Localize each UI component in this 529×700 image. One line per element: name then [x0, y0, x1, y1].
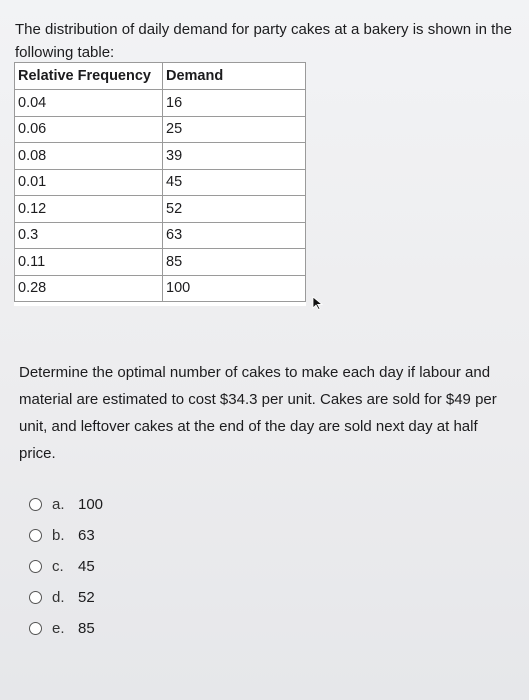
- mouse-pointer-icon: [312, 296, 324, 310]
- table-header-row: [15, 63, 306, 90]
- table-row: [15, 249, 306, 276]
- cell-relative-frequency: 0.04: [15, 90, 163, 117]
- cell-relative-frequency: 0.3: [15, 222, 163, 249]
- option-d[interactable]: [29, 582, 103, 613]
- radio-circle-icon[interactable]: [29, 529, 42, 542]
- option-value[interactable]: 52: [78, 589, 95, 606]
- header-relative-frequency: Relative Frequency: [15, 63, 163, 90]
- cell-demand: 52: [163, 196, 306, 223]
- cell-relative-frequency: 0.01: [15, 169, 163, 196]
- table-row: [15, 90, 306, 117]
- option-value[interactable]: 85: [78, 620, 95, 637]
- cell-relative-frequency: 0.08: [15, 143, 163, 170]
- cell-relative-frequency: 0.11: [15, 249, 163, 276]
- option-value[interactable]: 100: [78, 496, 104, 513]
- cell-demand: 63: [163, 222, 306, 249]
- cell-relative-frequency: 0.06: [15, 116, 163, 143]
- demand-table: [14, 62, 306, 302]
- option-letter: a.: [52, 496, 65, 513]
- option-value[interactable]: 45: [78, 558, 95, 575]
- option-letter: b.: [52, 527, 65, 544]
- table-row: [15, 222, 306, 249]
- option-value[interactable]: 63: [78, 527, 95, 544]
- radio-circle-icon[interactable]: [29, 560, 42, 573]
- table-row: [15, 196, 306, 223]
- header-demand: Demand: [163, 63, 306, 90]
- table-row: [15, 275, 306, 302]
- cell-demand: 45: [163, 169, 306, 196]
- option-e[interactable]: [29, 613, 103, 644]
- cell-demand: 100: [163, 275, 306, 302]
- option-c[interactable]: [29, 551, 103, 582]
- radio-circle-icon[interactable]: [29, 622, 42, 635]
- radio-circle-icon[interactable]: [29, 591, 42, 604]
- cell-demand: 25: [163, 116, 306, 143]
- answer-options: [29, 489, 103, 644]
- intro-text: The distribution of daily demand for party cakes at a bakery is shown in the following table:: [15, 21, 512, 61]
- option-letter: e.: [52, 620, 65, 637]
- table-row: [15, 169, 306, 196]
- cell-demand: 85: [163, 249, 306, 276]
- cell-demand: 16: [163, 90, 306, 117]
- option-b[interactable]: [29, 520, 103, 551]
- table-row: [15, 143, 306, 170]
- cell-relative-frequency: 0.28: [15, 275, 163, 302]
- cell-demand: 39: [163, 143, 306, 170]
- demand-table-container: [14, 62, 306, 306]
- cell-relative-frequency: 0.12: [15, 196, 163, 223]
- radio-circle-icon[interactable]: [29, 498, 42, 511]
- table-row: [15, 116, 306, 143]
- question-text: Determine the optimal number of cakes to make each day if labour and material are estimated to cost $34.3 per unit. Cakes are sold for $49 per unit, and leftover cakes at the end of the day are sold next day at half price.: [19, 364, 497, 462]
- option-letter: d.: [52, 589, 65, 606]
- option-a[interactable]: [29, 489, 103, 520]
- option-letter: c.: [52, 558, 64, 575]
